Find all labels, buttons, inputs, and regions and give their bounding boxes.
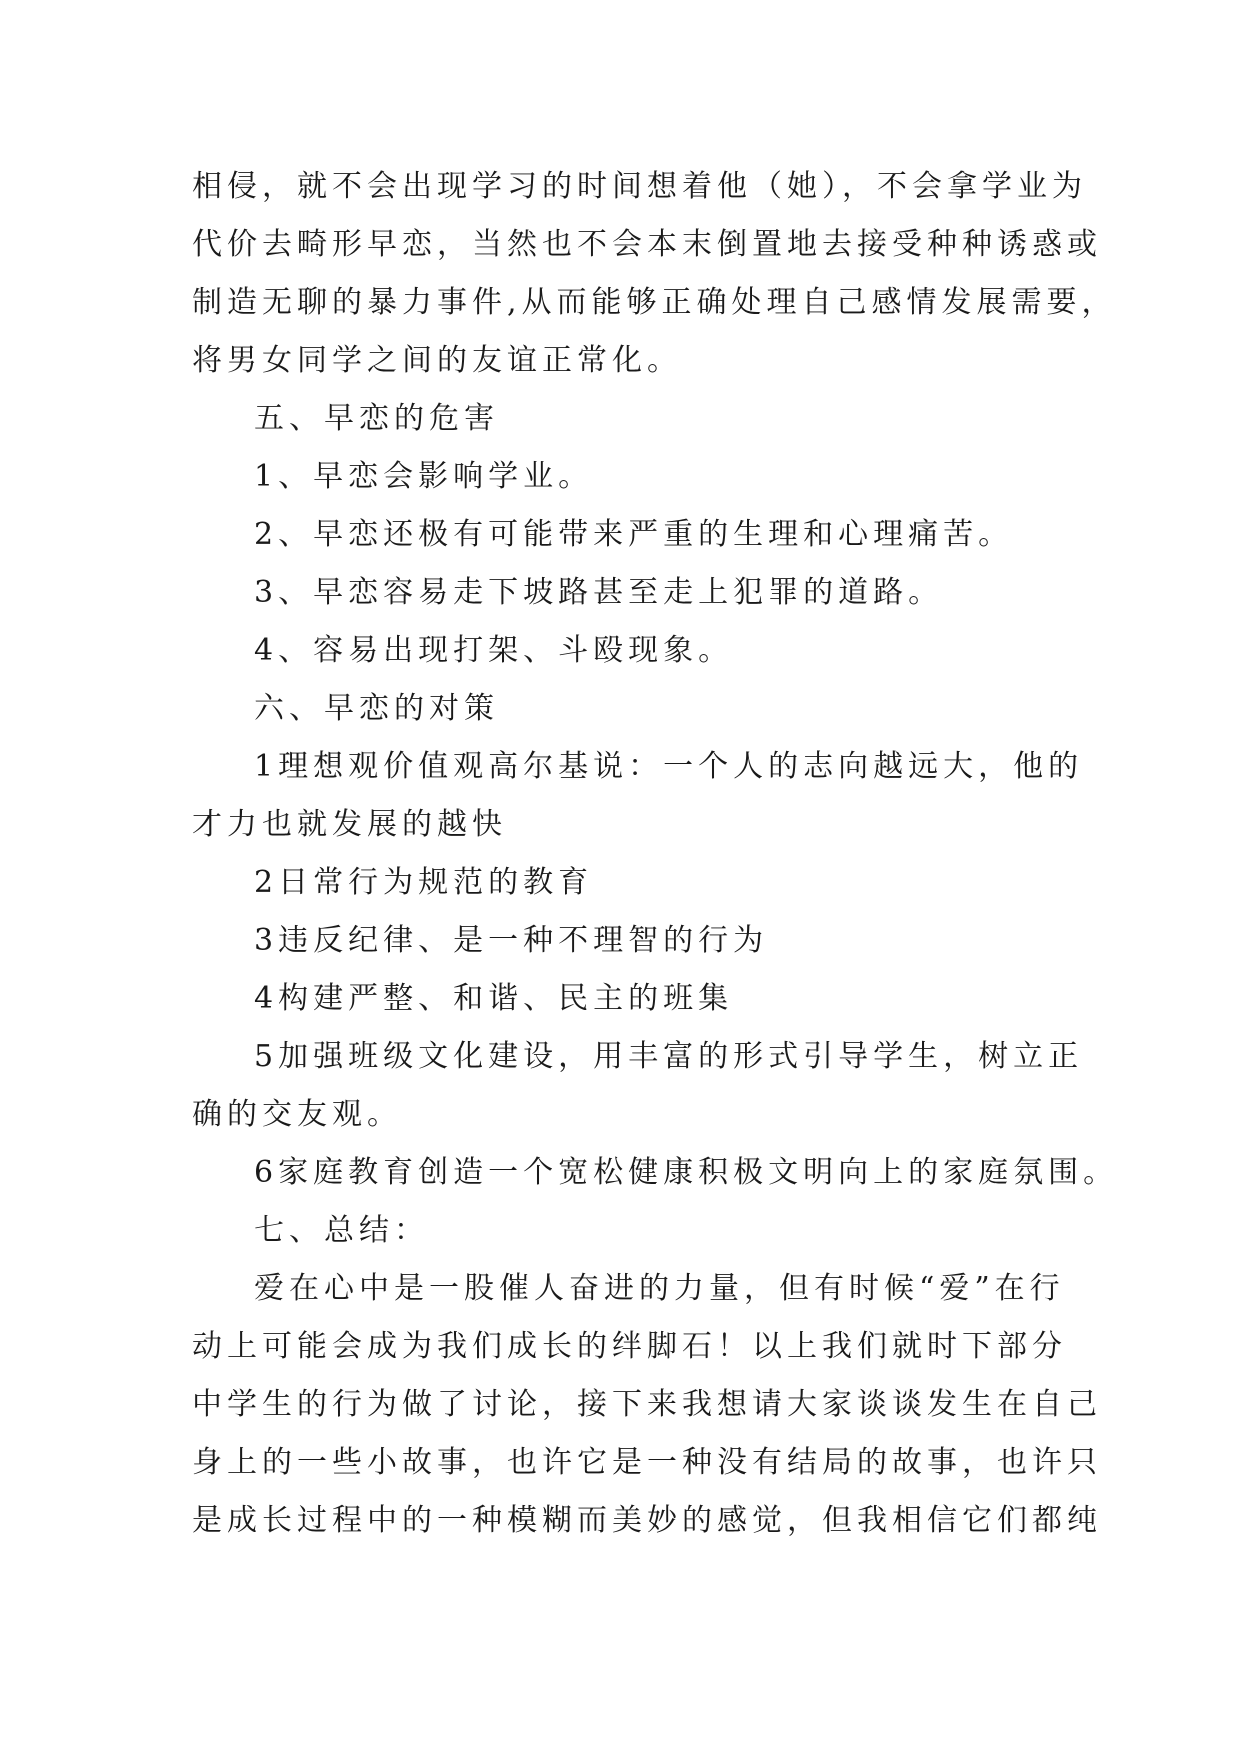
text-line: 七、总结： xyxy=(254,1213,429,1248)
document-body xyxy=(192,158,1119,1550)
text-line: 爱在心中是一股催人奋进的力量，但有时候“爱”在行 xyxy=(254,1271,1065,1306)
text-line: 中学生的行为做了讨论，接下来我想请大家谈谈发生在自己 xyxy=(192,1387,1102,1422)
text-line: 动上可能会成为我们成长的绊脚石！以上我们就时下部分 xyxy=(192,1329,1067,1364)
text-line: 6家庭教育创造一个宽松健康积极文明向上的家庭氛围。 xyxy=(254,1155,1119,1190)
text-line: 1理想观价值观高尔基说：一个人的志向越远大，他的 xyxy=(254,749,1084,784)
text-line: 2、早恋还极有可能带来严重的生理和心理痛苦。 xyxy=(254,517,1014,552)
text-line: 才力也就发展的越快 xyxy=(192,807,507,842)
text-line: 确的交友观。 xyxy=(192,1097,402,1132)
text-line: 代价去畸形早恋，当然也不会本末倒置地去接受种种诱惑或 xyxy=(192,227,1102,262)
text-line: 2日常行为规范的教育 xyxy=(254,865,594,900)
text-line: 六、早恋的对策 xyxy=(254,691,499,726)
text-line: 将男女同学之间的友谊正常化。 xyxy=(192,343,682,378)
text-line: 3违反纪律、是一种不理智的行为 xyxy=(254,923,769,958)
text-line: 1、早恋会影响学业。 xyxy=(254,459,594,494)
text-line: 4、容易出现打架、斗殴现象。 xyxy=(254,633,734,668)
text-line: 是成长过程中的一种模糊而美妙的感觉，但我相信它们都纯 xyxy=(192,1503,1102,1538)
text-line: 五、早恋的危害 xyxy=(254,401,499,436)
text-line: 制造无聊的暴力事件,从而能够正确处理自己感情发展需要， xyxy=(192,285,1117,320)
text-line: 3、早恋容易走下坡路甚至走上犯罪的道路。 xyxy=(254,575,944,610)
text-line: 5加强班级文化建设，用丰富的形式引导学生，树立正 xyxy=(254,1039,1084,1074)
text-line: 相侵，就不会出现学习的时间想着他（她），不会拿学业为 xyxy=(192,169,1087,204)
text-line: 4构建严整、和谐、民主的班集 xyxy=(254,981,734,1016)
text-line: 身上的一些小故事，也许它是一种没有结局的故事，也许只 xyxy=(192,1445,1102,1480)
